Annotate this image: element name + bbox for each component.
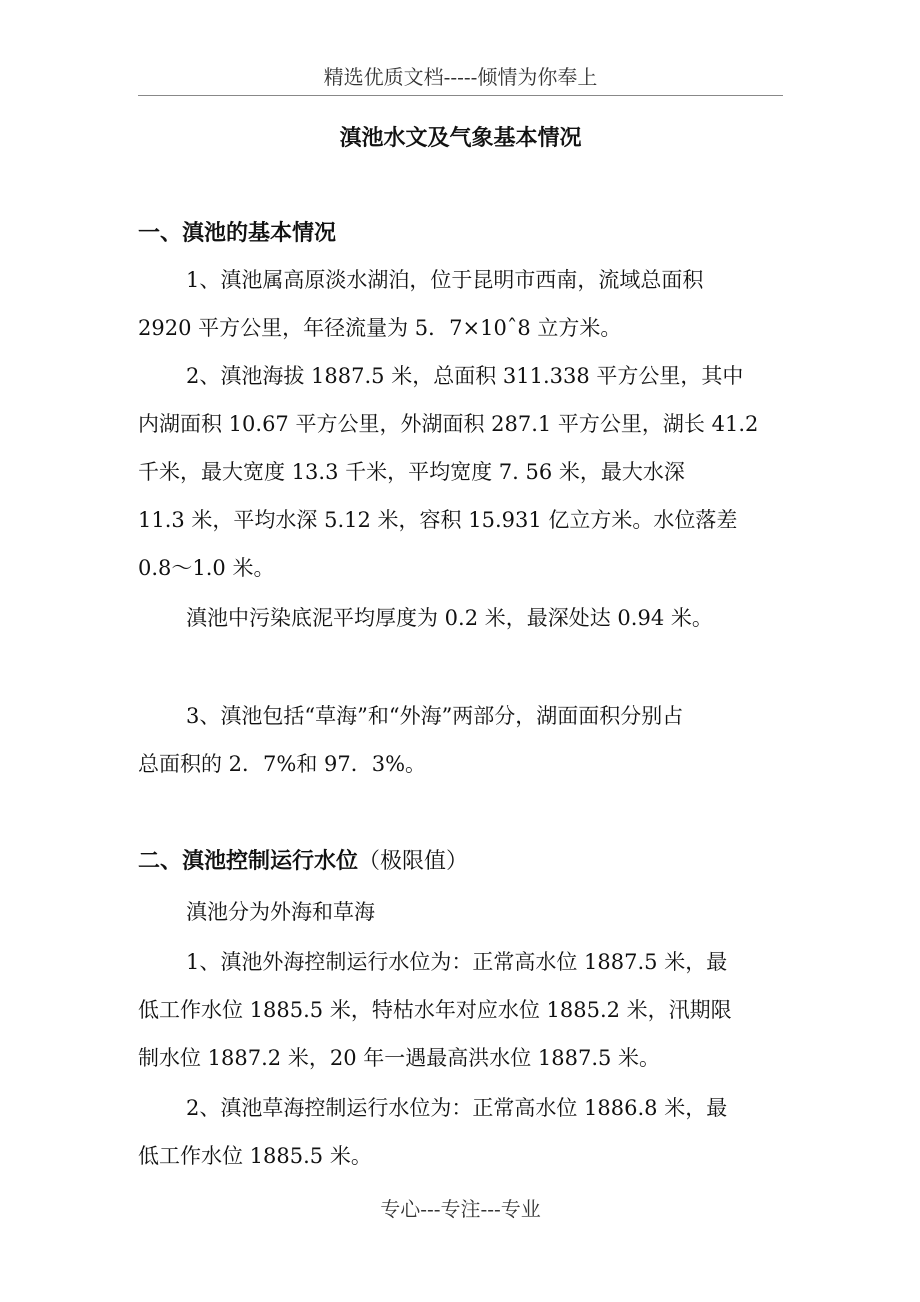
paragraph-line: 内湖面积 10.67 平方公里，外湖面积 287.1 平方公里，湖长 41.2 [138,412,759,436]
section-2-heading-note: （极限值） [358,849,469,874]
page-header: 精选优质文档-----倾情为你奉上 [323,65,598,89]
section-1-paragraph-2 [138,352,798,592]
paragraph-line: 低工作水位 1885.5 米，特枯水年对应水位 1885.2 米，汛期限 [138,998,732,1022]
paragraph-line: 2920 平方公里，年径流量为 5．7×10ˆ8 立方米。 [138,316,622,340]
section-2-intro [138,888,798,936]
paragraph-line: 制水位 1887.2 米，20 年一遇最高洪水位 1887.5 米。 [138,1046,661,1070]
paragraph-line: 千米，最大宽度 13.3 千米，平均宽度 7. 56 米，最大水深 [138,460,685,484]
document-title: 滇池水文及气象基本情况 [339,125,582,151]
page-footer: 专心---专注---专业 [380,1197,541,1221]
paragraph-line: 滇池中污染底泥平均厚度为 0.2 米，最深处达 0.94 米。 [186,606,713,630]
paragraph-line: 2、滇池草海控制运行水位为：正常高水位 1886.8 米，最 [186,1096,728,1120]
paragraph-line: 1、滇池外海控制运行水位为：正常高水位 1887.5 米，最 [186,950,728,974]
section-1-heading: 一、滇池的基本情况 [138,220,337,246]
section-2-paragraph-2 [138,1084,798,1180]
section-2-heading-text: 二、滇池控制运行水位 [138,848,359,874]
section-1-paragraph-4 [138,692,798,788]
paragraph-line: 3、滇池包括“草海”和“外海”两部分，湖面面积分别占 [186,704,684,728]
paragraph-line: 11.3 米，平均水深 5.12 米，容积 15.931 亿立方米。水位落差 [138,508,738,532]
section-1-paragraph-1 [138,256,798,352]
paragraph-line: 2、滇池海拔 1887.5 米，总面积 311.338 平方公里，其中 [186,364,744,388]
paragraph-line: 1、滇池属高原淡水湖泊，位于昆明市西南，流域总面积 [186,268,704,292]
paragraph-line: 滇池分为外海和草海 [186,900,375,924]
section-2-paragraph-1 [138,938,798,1082]
paragraph-line: 低工作水位 1885.5 米。 [138,1144,372,1168]
section-1-paragraph-3 [138,594,798,642]
paragraph-line: 0.8～1.0 米。 [138,556,275,580]
section-2-heading [138,846,468,877]
header-divider [138,95,783,96]
paragraph-line: 总面积的 2．7%和 97．3%。 [138,752,427,776]
